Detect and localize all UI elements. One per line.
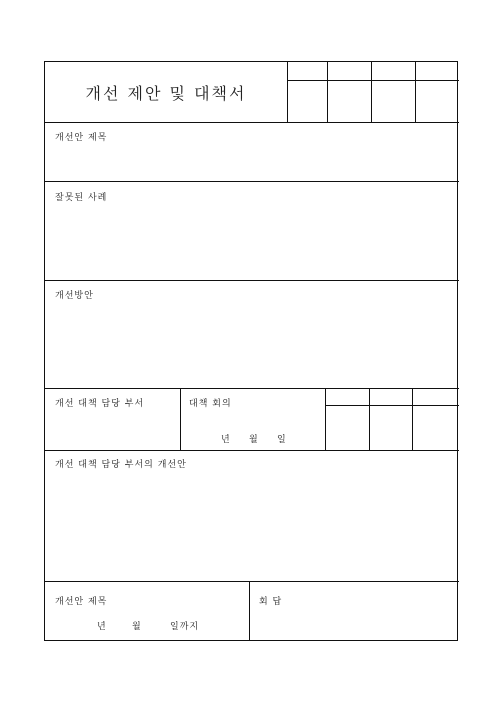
- deadline-day: 일까지: [170, 622, 200, 632]
- row-divider: [45, 280, 459, 281]
- row-divider: [45, 122, 459, 123]
- wrong-case-field[interactable]: [45, 202, 459, 279]
- proposal-title-field[interactable]: [45, 142, 459, 180]
- form-title: 개선 제안 및 대책서: [85, 83, 247, 103]
- row-divider: [45, 581, 459, 582]
- dept-approval-cell-2[interactable]: [370, 406, 411, 449]
- approval-cell-3[interactable]: [372, 81, 414, 121]
- dept-label: 개선 대책 담당 부서: [55, 399, 145, 409]
- proposal-title-label: 개선안 제목: [55, 133, 108, 143]
- row-divider: [45, 181, 459, 182]
- improvement-method-field[interactable]: [45, 300, 459, 388]
- approval-cell-2[interactable]: [328, 81, 370, 121]
- row-divider: [45, 388, 459, 389]
- approval-cell-4[interactable]: [416, 81, 458, 121]
- meeting-label: 대책 회의: [189, 399, 232, 409]
- meeting-year: 년: [221, 435, 231, 445]
- row-divider: [45, 450, 459, 451]
- dept-approval-cell-3[interactable]: [413, 406, 458, 449]
- reply-field[interactable]: [250, 608, 458, 640]
- dept-proposal-field[interactable]: [45, 470, 459, 580]
- deadline-month: 월: [132, 622, 142, 632]
- wrong-case-label: 잘못된 사례: [55, 193, 108, 203]
- approval-cell-1[interactable]: [288, 81, 326, 121]
- proposal-form: [44, 61, 458, 641]
- improvement-method-label: 개선방안: [55, 291, 94, 301]
- dept-approval-cell-1[interactable]: [326, 406, 368, 449]
- meeting-day: 일: [277, 435, 287, 445]
- dept-proposal-label: 개선 대책 담당 부서의 개선안: [55, 460, 187, 470]
- reply-label: 회 답: [259, 597, 283, 607]
- bottom-proposal-label: 개선안 제목: [55, 597, 108, 607]
- deadline-year: 년: [97, 622, 107, 632]
- meeting-month: 월: [249, 435, 259, 445]
- column-divider: [180, 388, 181, 450]
- dept-field[interactable]: [45, 408, 179, 448]
